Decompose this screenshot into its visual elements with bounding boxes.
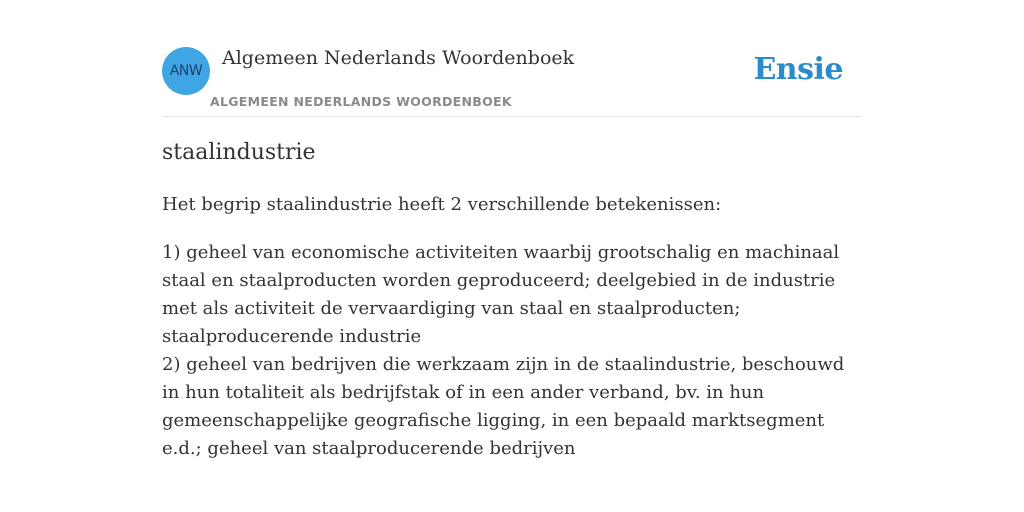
source-header <box>162 44 862 117</box>
entry-intro: Het begrip staalindustrie heeft 2 verschillende betekenissen: <box>162 194 722 215</box>
source-subtitle: ALGEMEEN NEDERLANDS WOORDENBOEK <box>210 94 512 109</box>
meaning-item: 2) geheel van bedrijven die werkzaam zijn in de staalindustrie, beschouwd in hun totaliteit als bedrijfstak of in een ander verband, bv. in hun gemeenschappelijke geografische ligging, in een bepaald marktsegment e.d.; geheel van staalproducerende bedrijven <box>162 354 845 459</box>
source-title: Algemeen Nederlands Woordenboek <box>222 47 575 69</box>
ensie-logo[interactable]: Ensie <box>753 52 843 87</box>
entry-headword: staalindustrie <box>162 140 316 165</box>
meaning-list <box>162 239 862 463</box>
anw-logo: ANW <box>162 47 210 95</box>
meaning-item: 1) geheel van economische activiteiten waarbij grootschalig en machinaal staal en staalproducten worden geproduceerd; deelgebied in de industrie met als activiteit de vervaardiging van staal en staalproducten; staalproducerende industrie <box>162 242 840 347</box>
